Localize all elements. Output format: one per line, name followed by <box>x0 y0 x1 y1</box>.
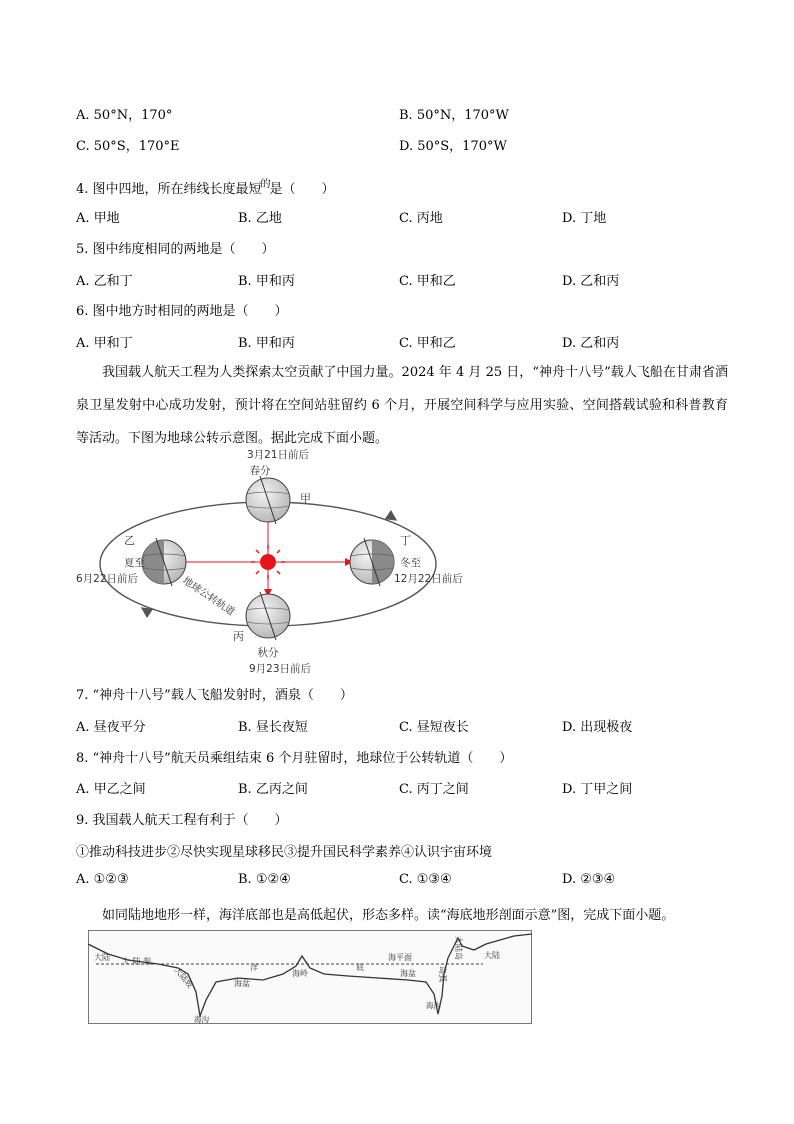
passage-seafloor: 如同陆地地形一样，海洋底部也是高低起伏，形态多样。读“海底地形剖面示意”图，完成下面小题。 <box>102 908 675 923</box>
q3-option-c[interactable]: C. 50°S，170°E <box>76 139 180 154</box>
q4-stem-text: 4. 图中四地，所在纬线长度最短 <box>76 182 262 197</box>
winter-date: 12月22日前后 <box>394 573 463 585</box>
label-slope: 大陆坡 <box>172 965 195 990</box>
q4-stem-sup: 的 <box>260 179 271 190</box>
q3-option-b[interactable]: B. 50°N，170°W <box>399 108 509 123</box>
spring-date: 3月21日前后 <box>246 449 310 461</box>
label-right-slope: 岛弧 <box>438 966 447 982</box>
summer-term: 夏至 <box>124 557 145 569</box>
label-sea-level: 海平面 <box>388 953 412 962</box>
globe-spring-icon <box>246 476 290 524</box>
earth-orbit-diagram <box>70 446 490 680</box>
label-right-land: 大陆 <box>484 951 500 960</box>
q4-option-b[interactable]: B. 乙地 <box>238 211 282 226</box>
q3-option-d[interactable]: D. 50°S，170°W <box>399 139 507 154</box>
label-bing: 丙 <box>233 630 244 643</box>
q7-option-d[interactable]: D. 出现极夜 <box>562 720 633 735</box>
q4-option-a[interactable]: A. 甲地 <box>76 211 120 226</box>
label-basin-1: 海盆 <box>234 979 250 988</box>
globe-autumn-icon <box>246 592 290 640</box>
q4-stem-end: 是（ ） <box>269 182 335 197</box>
label-basin-2: 海盆 <box>400 969 416 978</box>
globe-winter-icon <box>350 538 394 586</box>
q8-option-c[interactable]: C. 丙丁之间 <box>399 782 469 797</box>
orbit-direction-arrow-2 <box>142 608 148 612</box>
q9-option-a[interactable]: A. ①②③ <box>76 872 129 887</box>
q5-option-c[interactable]: C. 甲和乙 <box>399 274 456 289</box>
q7-option-a[interactable]: A. 昼夜平分 <box>76 720 146 735</box>
label-left-land: 大陆 <box>94 953 110 962</box>
winter-term: 冬至 <box>400 557 421 569</box>
globe-summer-icon <box>142 538 186 586</box>
autumn-date: 9月23日前后 <box>248 663 312 675</box>
orbit-direction-arrow <box>390 516 396 520</box>
q7-option-c[interactable]: C. 昼短夜长 <box>399 720 469 735</box>
q6-option-a[interactable]: A. 甲和丁 <box>76 336 133 351</box>
q6-stem: 6. 图中地方时相同的两地是（ ） <box>76 304 288 319</box>
label-jia: 甲 <box>300 492 311 505</box>
q4-option-d[interactable]: D. 丁地 <box>562 211 607 226</box>
q5-option-b[interactable]: B. 甲和丙 <box>238 274 295 289</box>
q8-option-b[interactable]: B. 乙丙之间 <box>238 782 308 797</box>
label-trench-left: 海沟 <box>194 1015 209 1024</box>
q9-statements: ①推动科技进步②尽快实现星球移民③提升国民科学素养④认识宇宙环境 <box>76 845 493 860</box>
seafloor-profile-diagram <box>88 930 532 1024</box>
label-trench-right: 海沟 <box>426 1001 441 1010</box>
label-ding: 丁 <box>400 534 411 547</box>
autumn-term: 秋分 <box>257 647 279 659</box>
q9-option-d[interactable]: D. ②③④ <box>562 872 616 887</box>
q3-option-a[interactable]: A. 50°N，170° <box>76 108 173 123</box>
label-ridge: 海岭 <box>292 969 308 978</box>
q6-option-c[interactable]: C. 甲和乙 <box>399 336 456 351</box>
spring-term: 春分 <box>249 465 271 477</box>
q9-option-c[interactable]: C. ①③④ <box>399 872 452 887</box>
q5-option-a[interactable]: A. 乙和丁 <box>76 274 133 289</box>
passage-spaceflight: 我国载人航天工程为人类探索太空贡献了中国力量。2024 年 4 月 25 日，“神舟十八号”载人飞船在甘肃省酒泉卫星发射中心成功发射，预计将在空间站驻留约 6 个月，开展空间科学与应用实验、空间搭载试验和科普教育等活动。下图为地球公转示意图。据此完成下面小题。 <box>76 365 728 446</box>
label-ocean-1: 洋 <box>250 963 258 972</box>
q9-option-b[interactable]: B. ①②④ <box>238 872 291 887</box>
q8-option-d[interactable]: D. 丁甲之间 <box>562 782 633 797</box>
q6-option-b[interactable]: B. 甲和丙 <box>238 336 295 351</box>
summer-date: 6月22日前后 <box>76 573 139 585</box>
q8-stem: 8. “神舟十八号”航天员乘组结束 6 个月驻留时，地球位于公转轨道（ ） <box>76 751 513 766</box>
label-shelf: 大 陆 架 <box>122 957 152 966</box>
label-yi: 乙 <box>124 534 135 547</box>
q7-stem: 7. “神舟十八号”载人飞船发射时，酒泉（ ） <box>76 688 353 703</box>
q8-option-a[interactable]: A. 甲乙之间 <box>76 782 146 797</box>
q5-option-d[interactable]: D. 乙和丙 <box>562 274 620 289</box>
q4-option-c[interactable]: C. 丙地 <box>399 211 443 226</box>
q6-option-d[interactable]: D. 乙和丙 <box>562 336 620 351</box>
q9-stem: 9. 我国载人航天工程有利于（ ） <box>76 813 288 828</box>
label-ocean-2: 底 <box>356 963 364 972</box>
q4-stem <box>76 175 335 197</box>
q7-option-b[interactable]: B. 昼长夜短 <box>238 720 308 735</box>
q5-stem: 5. 图中纬度相同的两地是（ ） <box>76 242 275 257</box>
orbit-name: 地球公转轨道 <box>180 575 237 619</box>
label-island: 大陆岛 <box>454 936 463 960</box>
